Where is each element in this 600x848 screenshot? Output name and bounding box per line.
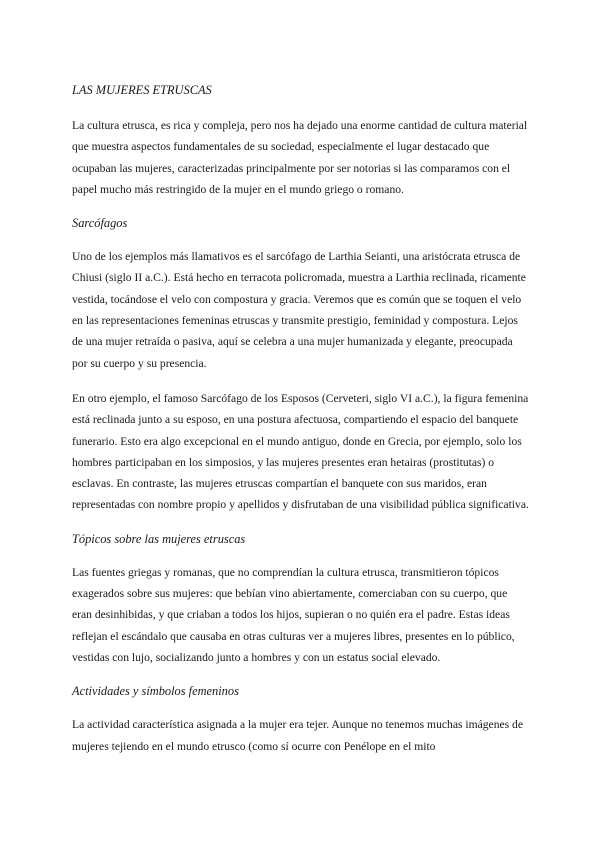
intro-paragraph: La cultura etrusca, es rica y compleja, pero nos ha dejado una enorme cantidad de cultura material que muestra aspectos fundamentales de su sociedad, especialmente el lugar destacado que ocupaban las mujeres, caracterizadas principalmente por ser notorias si las comparamos con el papel mucho más restringido de la mujer en el mundo griego o romano. <box>72 119 528 196</box>
section-heading-sarcofagos: Sarcófagos <box>72 216 128 231</box>
paragraph-fuentes-griegas: Las fuentes griegas y romanas, que no comprendían la cultura etrusca, transmitieron tópicos exagerados sobre sus mujeres: que bebían vino abiertamente, comerciaban con su cuerpo, que eran desinhibidas, y que criaban a todos los hijos, supieran o no quién era el padre. Estas ideas reflejan el escándalo que causaba en otras culturas ver a mujeres libres, presentes en lo público, vestidas con lujo, socializando junto a hombres y con un estatus social elevado. <box>72 565 515 664</box>
document-title: LAS MUJERES ETRUSCAS <box>72 83 212 97</box>
section-heading-actividades: Actividades y símbolos femeninos <box>72 684 239 699</box>
paragraph-larthia-seianti: Uno de los ejemplos más llamativos es el sarcófago de Larthia Seianti, una aristócrata etrusca de Chiusi (siglo II a.C.). Está hecho en terracota policromada, muestra a Larthia reclinada, ricamente vestida, tocándose el velo con compostura y gracia. Veremos que es común que se toquen el velo en las representaciones femeninas etruscas y transmite prestigio, feminidad y compostura. Lejos de una mujer retraída o pasiva, aquí se celebra a una mujer humanizada y elegante, preocupada por su cuerpo y su presencia. <box>72 250 526 370</box>
paragraph-tejer: La actividad característica asignada a la mujer era tejer. Aunque no tenemos muchas imágenes de mujeres tejiendo en el mundo etrusco (como sí ocurre con Penélope en el mito <box>72 718 523 753</box>
paragraph-sarcofago-esposos: En otro ejemplo, el famoso Sarcófago de los Esposos (Cerveteri, siglo VI a.C.), la figura femenina está reclinada junto a su esposo, en una postura afectuosa, compartiendo el espacio del banquete funerario. Esto era algo excepcional en el mundo antiguo, donde en Grecia, por ejemplo, solo los hombres participaban en los simposios, y las mujeres presentes eran hetairas (prostitutas) o esclavas. En contraste, las mujeres etruscas compartían el banquete con sus maridos, eran representadas con nombre propio y apellidos y disfrutaban de una visibilidad pública significativa. <box>72 391 529 512</box>
section-heading-topicos: Tópicos sobre las mujeres etruscas <box>72 531 246 546</box>
